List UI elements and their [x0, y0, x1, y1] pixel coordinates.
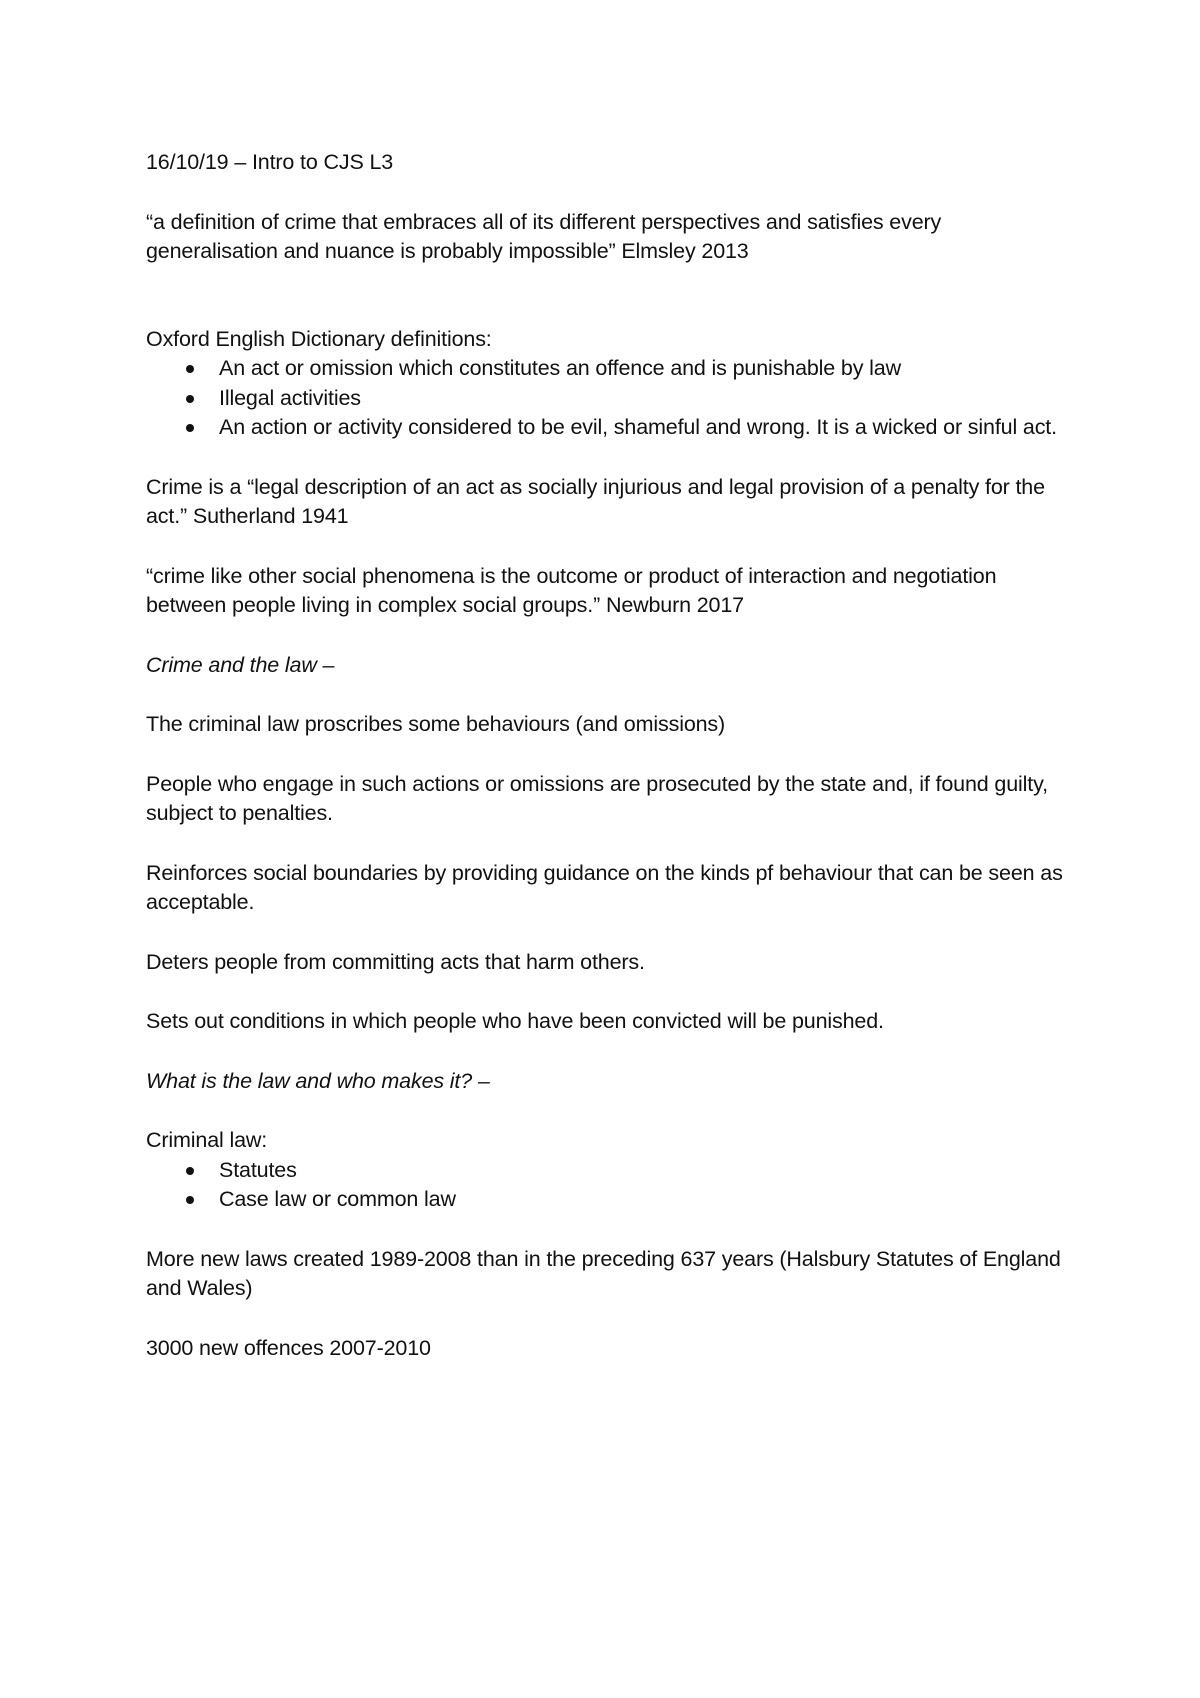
section-heading-crime-law: Crime and the law – [146, 652, 335, 677]
criminal-law-list [146, 1156, 1066, 1215]
law-point: Deters people from committing acts that harm others. [146, 949, 645, 974]
list-item [146, 1185, 1066, 1215]
bullet-icon [186, 395, 194, 403]
law-point: Reinforces social boundaries by providing guidance on the kinds pf behaviour that can be seen as acceptable. [146, 860, 1063, 914]
quote-elmsley: “a definition of crime that embraces all of its different perspectives and satisfies every generalisation and nuance is probably impossible” Elmsley 2013 [146, 209, 942, 263]
law-point: Sets out conditions in which people who have been convicted will be punished. [146, 1009, 884, 1033]
new-laws-text: More new laws created 1989-2008 than in the preceding 637 years (Halsbury Statutes of England and Wales) [146, 1246, 1061, 1300]
oed-definitions-list [146, 354, 1066, 443]
spacer [146, 267, 1066, 325]
list-item-text: Statutes [219, 1157, 297, 1182]
list-item-text: An action or activity considered to be evil, shameful and wrong. It is a wicked or sinful act. [219, 415, 1057, 439]
list-item [146, 354, 1066, 384]
bullet-icon [186, 1167, 194, 1175]
list-item-text: An act or omission which constitutes an offence and is punishable by law [219, 356, 901, 380]
document-body [146, 148, 1066, 1393]
law-point: People who engage in such actions or omissions are prosecuted by the state and, if found guilty, subject to penalties. [146, 771, 1048, 825]
oed-heading: Oxford English Dictionary definitions: [146, 326, 492, 351]
list-item [146, 384, 1066, 414]
list-item-text: Case law or common law [219, 1187, 456, 1211]
quote-newburn: “crime like other social phenomena is the outcome or product of interaction and negotiation between people living in complex social groups.” Newburn 2017 [146, 563, 997, 617]
criminal-law-heading: Criminal law: [146, 1128, 268, 1152]
section-heading-what-law: What is the law and who makes it? – [146, 1068, 490, 1093]
list-item [146, 413, 1066, 443]
law-point: The criminal law proscribes some behaviours (and omissions) [146, 712, 726, 736]
quote-sutherland: Crime is a “legal description of an act as socially injurious and legal provision of a penalty for the act.” Sutherland 1941 [146, 474, 1045, 528]
bullet-icon [186, 1196, 194, 1204]
page-title: 16/10/19 – Intro to CJS L3 [146, 150, 394, 174]
new-offences-text: 3000 new offences 2007-2010 [146, 1335, 431, 1360]
bullet-icon [186, 365, 194, 373]
list-item [146, 1156, 1066, 1186]
list-item-text: Illegal activities [219, 385, 361, 410]
bullet-icon [186, 424, 194, 432]
